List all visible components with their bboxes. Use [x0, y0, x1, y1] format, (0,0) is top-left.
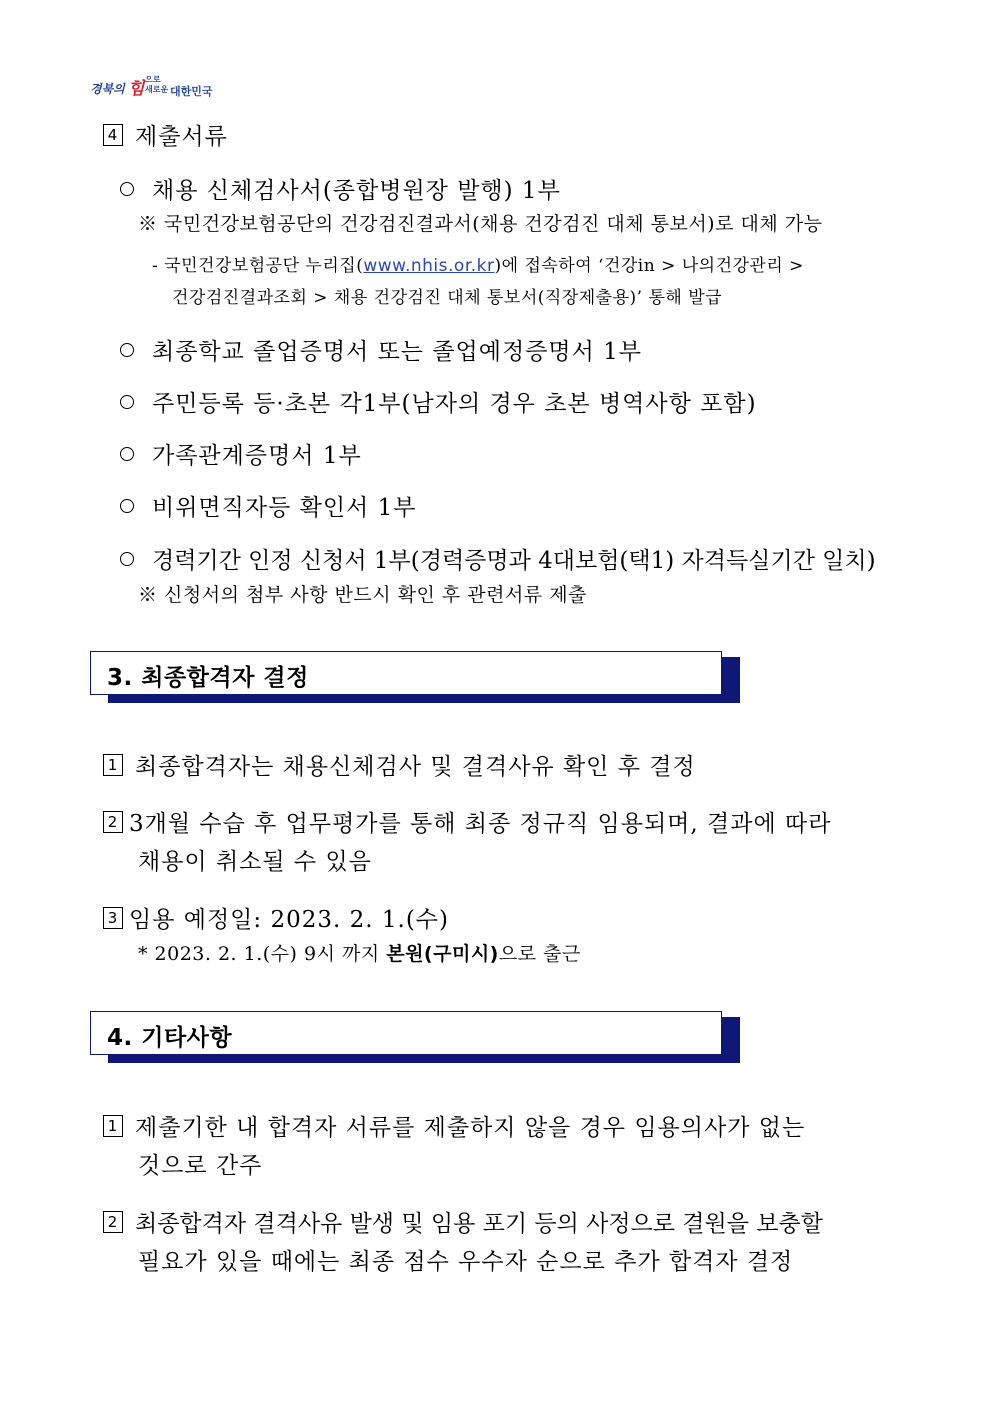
circle-bullet-icon [120, 343, 134, 357]
sec4-para-2-line1: 최종합격자 결격사유 발생 및 임용 포기 등의 사정으로 결원을 보충할 [135, 1211, 823, 1237]
docs-number-box: 4 [103, 124, 123, 146]
logo-text-euro: 으로 [145, 75, 161, 84]
number-box: 1 [103, 754, 123, 776]
docs-title: 제출서류 [135, 124, 228, 150]
number-box: 3 [103, 907, 123, 929]
sec4-para-2-line2: 필요가 있을 때에는 최종 점수 우수자 순으로 추가 합격자 결정 [138, 1249, 794, 1275]
section-3-title: 3. 최종합격자 결정 [107, 665, 309, 691]
docs-item-1-text: 채용 신체검사서(종합병원장 발행) 1부 [152, 178, 561, 204]
docs-item-2 [120, 333, 642, 366]
sec3-para-3-text: 임용 예정일: 2023. 2. 1.(수) [129, 907, 449, 933]
sub-suffix: )에 접속하여 ‘건강in > 나의건강관리 > [494, 256, 804, 276]
docs-item-6-note: ※ 신청서의 첨부 사항 반드시 확인 후 관련서류 제출 [138, 584, 587, 606]
docs-heading [103, 118, 228, 151]
sec3-para-1-text: 최종합격자는 채용신체검사 및 결격사유 확인 후 결정 [135, 754, 696, 780]
logo-text-daehanminguk: 대한민국 [170, 85, 213, 98]
number-box: 2 [103, 1211, 123, 1233]
number-box: 1 [103, 1115, 123, 1137]
nhis-link[interactable]: www.nhis.or.kr [363, 256, 495, 276]
logo-text-him: 힘 [128, 79, 145, 99]
circle-bullet-icon [120, 395, 134, 409]
sec3-para-2-line1: 3개월 수습 후 업무평가를 통해 최종 정규직 임용되며, 결과에 따라 [129, 811, 832, 837]
docs-item-3 [120, 385, 757, 418]
docs-item-4-text: 가족관계증명서 1부 [152, 443, 362, 469]
header-box [90, 651, 722, 695]
number-box: 2 [103, 811, 123, 833]
section-4-header [90, 1011, 740, 1063]
sub-prefix: - 국민건강보험공단 누리집( [152, 256, 364, 276]
sec3-para-3-note [138, 939, 581, 966]
docs-item-1-sub [152, 251, 804, 276]
docs-item-1-sub-line2: 건강검진결과조회 > 채용 건강검진 대체 통보서(직장제출용)’ 통해 발급 [172, 288, 723, 308]
section-3-header [90, 651, 740, 703]
logo-text-saeroun: 새로운 [145, 85, 169, 94]
sec3-para-2 [103, 805, 831, 838]
sec3-para-1 [103, 748, 696, 781]
note-part-c: 으로 출근 [498, 943, 581, 965]
docs-item-2-text: 최종학교 졸업증명서 또는 졸업예정증명서 1부 [152, 339, 643, 365]
header-box [90, 1011, 722, 1055]
docs-item-3-text: 주민등록 등·초본 각1부(남자의 경우 초본 병역사항 포함) [152, 391, 757, 417]
note-part-b: 본원(구미시) [386, 943, 499, 965]
docs-item-5-text: 비위면직자등 확인서 1부 [152, 495, 417, 521]
sec3-para-3 [103, 901, 449, 934]
section-4-title: 4. 기타사항 [107, 1025, 233, 1051]
circle-bullet-icon [120, 182, 134, 196]
logo [90, 74, 230, 100]
docs-item-1-note: ※ 국민건강보험공단의 건강검진결과서(채용 건강검진 대체 통보서)로 대체 가능 [138, 213, 823, 235]
docs-item-6 [120, 542, 876, 575]
sec4-para-1 [103, 1109, 805, 1142]
sec4-para-2 [103, 1205, 823, 1238]
circle-bullet-icon [120, 552, 134, 566]
sec4-para-1-line1: 제출기한 내 합격자 서류를 제출하지 않을 경우 임용의사가 없는 [135, 1115, 806, 1141]
circle-bullet-icon [120, 499, 134, 513]
docs-item-6-text: 경력기간 인정 신청서 1부(경력증명과 4대보험(택1) 자격득실기간 일치) [152, 548, 876, 574]
logo-text-gyeongbuk: 경북의 [90, 82, 125, 96]
sec4-para-1-line2: 것으로 간주 [138, 1153, 263, 1179]
docs-item-4 [120, 437, 362, 470]
docs-item-5 [120, 489, 416, 522]
sec3-para-2-line2: 채용이 취소될 수 있음 [138, 849, 372, 875]
circle-bullet-icon [120, 447, 134, 461]
note-part-a: * 2023. 2. 1.(수) 9시 까지 [138, 943, 387, 965]
docs-item-1 [120, 172, 561, 205]
